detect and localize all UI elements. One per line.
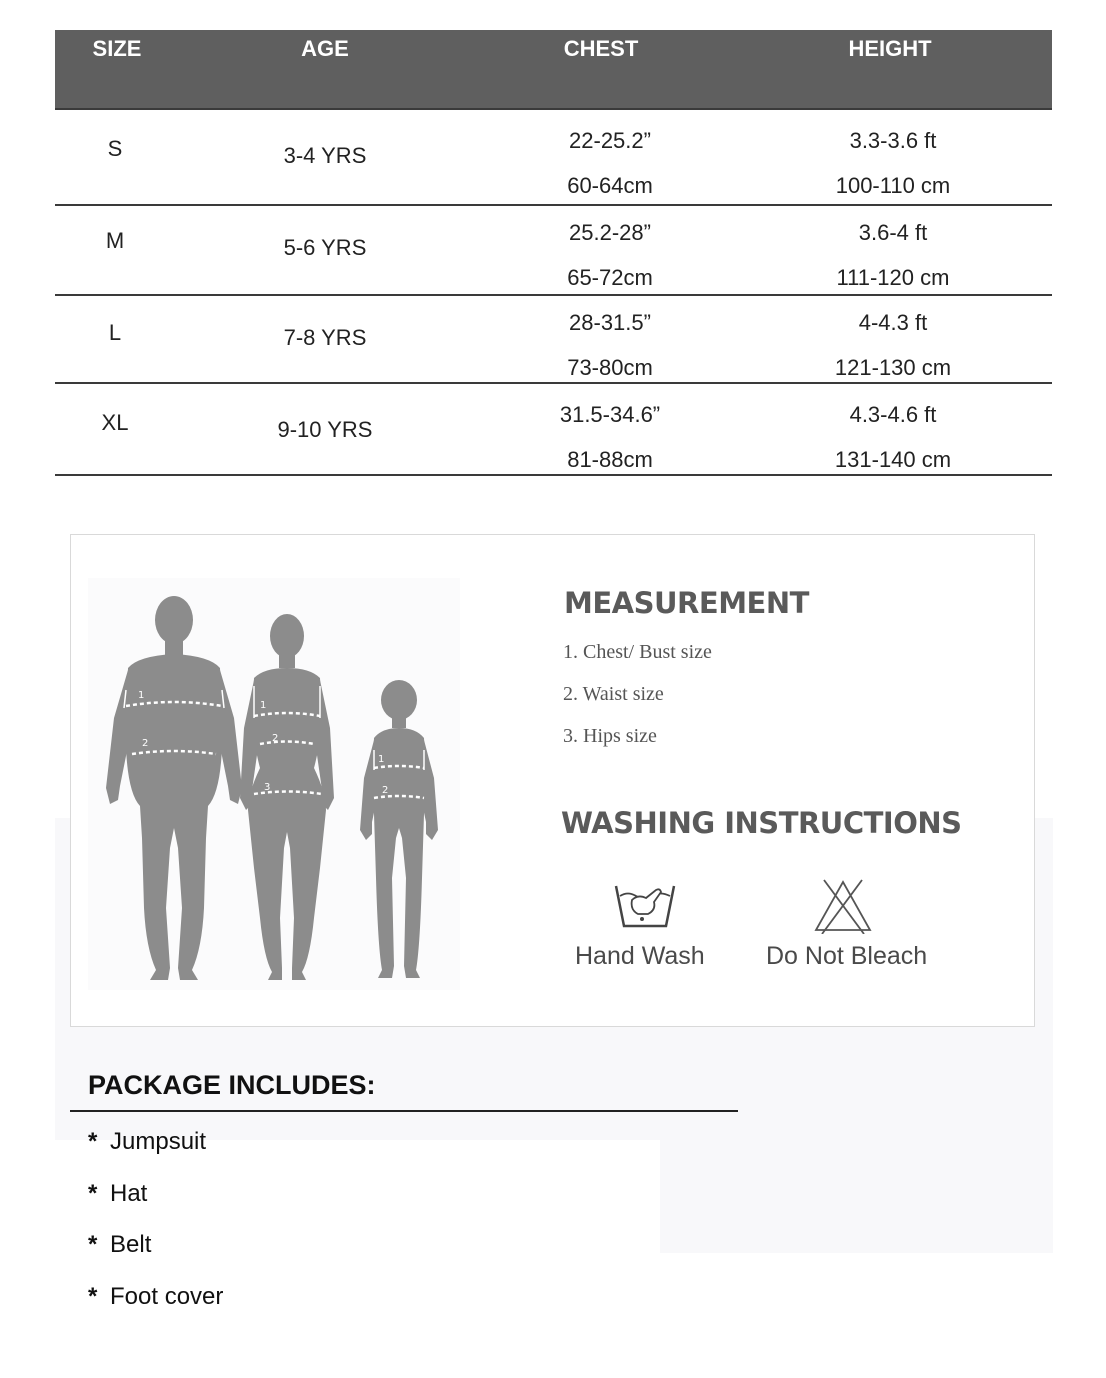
mark-2-female: 2 — [272, 733, 279, 744]
list-item — [88, 1128, 206, 1156]
bullet: * — [88, 1283, 98, 1310]
header-size: SIZE — [92, 36, 142, 61]
package-title: PACKAGE INCLUDES: — [88, 1070, 376, 1100]
hand-wash-label: Hand Wash — [575, 942, 705, 970]
measurement-title: MEASUREMENT — [564, 586, 809, 620]
measurement-item-waist: 2. Waist size — [563, 683, 664, 705]
size-chart-table — [55, 30, 1052, 476]
mark-1-female: 1 — [260, 700, 267, 711]
list-item — [88, 1180, 147, 1208]
washing-title: WASHING INSTRUCTIONS — [561, 806, 962, 840]
chest-inch-cell: 22-25.2” — [569, 128, 651, 153]
body-measurement-figures — [88, 578, 460, 990]
height-cm-cell: 111-120 cm — [836, 265, 950, 290]
measurement-item-hips: 3. Hips size — [563, 725, 657, 747]
size-cell: S — [107, 136, 123, 161]
chest-cm-cell: 73-80cm — [567, 355, 653, 380]
table-row — [55, 110, 1052, 206]
package-item-label: Jumpsuit — [110, 1128, 207, 1155]
header-age: AGE — [301, 36, 349, 61]
chest-cm-cell: 81-88cm — [567, 447, 653, 472]
mark-3-female: 3 — [264, 782, 271, 793]
height-ft-cell: 3.6-4 ft — [858, 220, 928, 245]
mark-2-male: 2 — [142, 738, 149, 749]
age-cell: 9-10 YRS — [277, 417, 373, 442]
mark-1-male: 1 — [138, 690, 145, 701]
package-item-label: Hat — [110, 1180, 148, 1207]
mark-2-child: 2 — [382, 785, 389, 796]
header-chest: CHEST — [563, 36, 639, 61]
header-height: HEIGHT — [848, 36, 932, 61]
height-ft-cell: 4-4.3 ft — [858, 310, 928, 335]
package-item-label: Foot cover — [110, 1283, 224, 1310]
package-item-label: Belt — [110, 1231, 152, 1258]
table-header — [55, 30, 1052, 110]
height-cm-cell: 131-140 cm — [834, 447, 952, 472]
table-row — [55, 384, 1052, 476]
height-ft-cell: 3.3-3.6 ft — [849, 128, 937, 153]
package-divider — [70, 1110, 738, 1112]
size-cell: M — [105, 228, 125, 253]
bullet: * — [88, 1231, 98, 1258]
age-cell: 5-6 YRS — [283, 235, 367, 260]
chest-cm-cell: 65-72cm — [567, 265, 653, 290]
do-not-bleach-label: Do Not Bleach — [766, 942, 928, 970]
bullet: * — [88, 1180, 98, 1207]
mark-1-child: 1 — [378, 754, 385, 765]
hand-wash-icon — [612, 876, 678, 932]
height-cm-cell: 100-110 cm — [835, 173, 951, 198]
chest-inch-cell: 28-31.5” — [569, 310, 651, 335]
height-ft-cell: 4.3-4.6 ft — [849, 402, 937, 427]
measurement-item-chest: 1. Chest/ Bust size — [563, 641, 712, 663]
chest-inch-cell: 31.5-34.6” — [559, 402, 661, 427]
list-item — [88, 1231, 151, 1259]
list-item — [88, 1283, 223, 1311]
age-cell: 7-8 YRS — [283, 325, 367, 350]
do-not-bleach-icon — [812, 878, 874, 934]
age-cell: 3-4 YRS — [283, 143, 367, 168]
bullet: * — [88, 1128, 98, 1155]
chest-cm-cell: 60-64cm — [567, 173, 653, 198]
table-row — [55, 206, 1052, 296]
background-tint — [660, 1138, 1053, 1253]
size-cell: L — [108, 320, 122, 345]
table-row — [55, 296, 1052, 384]
chest-inch-cell: 25.2-28” — [569, 220, 651, 245]
size-cell: XL — [101, 410, 129, 435]
height-cm-cell: 121-130 cm — [834, 355, 952, 380]
